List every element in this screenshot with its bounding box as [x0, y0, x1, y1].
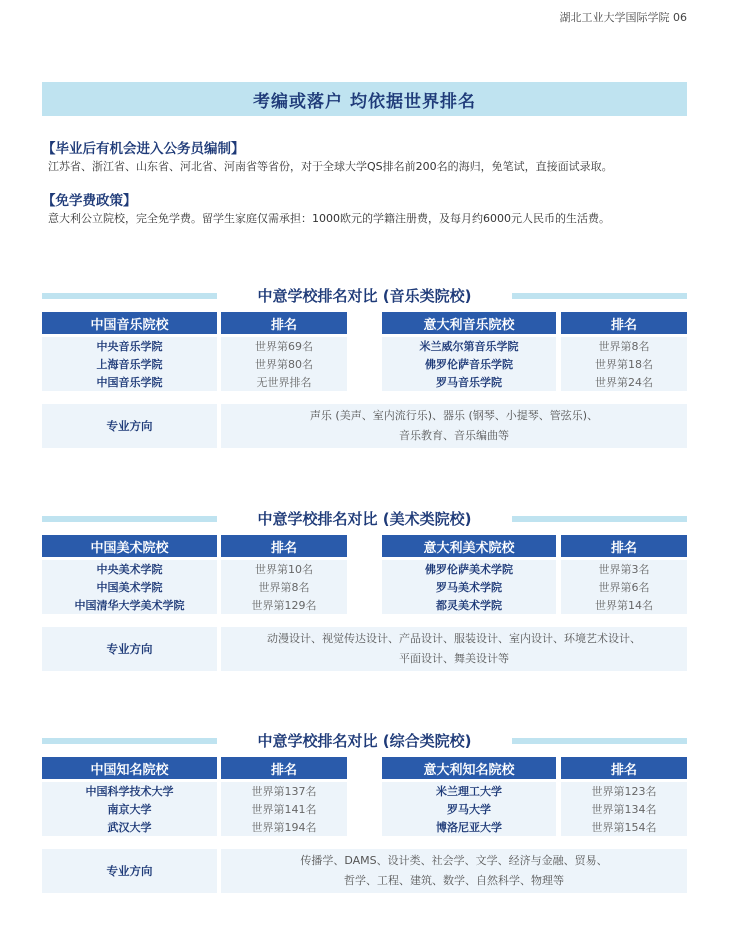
table-body	[42, 337, 687, 391]
direction-line: 声乐 (美声、室内流行乐)、器乐 (钢琴、小提琴、管弦乐)、	[309, 409, 599, 422]
header-it-school: 意大利音乐院校	[382, 312, 556, 334]
table-header	[42, 535, 687, 557]
table-column	[382, 782, 556, 836]
direction-label: 专业方向	[42, 849, 217, 893]
table-column	[382, 560, 556, 614]
it-school-name: 罗马美术学院	[436, 581, 502, 594]
header-cn-school: 中国美术院校	[42, 535, 217, 557]
section-title: 中意学校排名对比 (美术类院校)	[257, 510, 472, 528]
header-it-school: 意大利美术院校	[382, 535, 556, 557]
policy-heading-tuition: 【免学费政策】	[42, 193, 137, 209]
cn-school-rank: 无世界排名	[256, 376, 312, 389]
it-school-name: 佛罗伦萨音乐学院	[425, 358, 513, 371]
table-column	[221, 337, 347, 391]
table-column	[221, 560, 347, 614]
policy-text-civil-service: 江苏省、浙江省、山东省、河北省、河南省等省份，对于全球大学QS排名前200名的海归，免笔试，直接面试录取。	[48, 160, 613, 173]
it-school-name: 米兰理工大学	[436, 785, 502, 798]
it-school-name: 博洛尼亚大学	[436, 821, 502, 834]
header-cn-rank: 排名	[221, 312, 347, 334]
it-school-rank: 世界第123名	[591, 785, 657, 798]
it-school-rank: 世界第24名	[595, 376, 653, 389]
cn-school-name: 中央美术学院	[96, 563, 163, 576]
policy-text-tuition: 意大利公立院校，完全免学费。留学生家庭仅需承担：1000欧元的学籍注册费，及每月约6000元人民币的生活费。	[48, 212, 610, 225]
header-it-rank: 排名	[561, 312, 687, 334]
cn-school-rank: 世界第141名	[251, 803, 317, 816]
policy-heading-civil-service: 【毕业后有机会进入公务员编制】	[42, 141, 245, 157]
cn-school-rank: 世界第10名	[255, 563, 313, 576]
cn-school-name: 武汉大学	[107, 821, 152, 834]
header-cn-school: 中国知名院校	[42, 757, 217, 779]
direction-line: 哲学、工程、建筑、数学、自然科学、物理等	[344, 874, 564, 887]
table-column	[561, 560, 687, 614]
direction-text	[221, 849, 687, 893]
cn-school-rank: 世界第8名	[258, 581, 310, 594]
it-school-name: 米兰威尔第音乐学院	[419, 340, 519, 353]
it-school-rank: 世界第8名	[598, 340, 650, 353]
cn-school-name: 中国清华大学美术学院	[74, 599, 185, 612]
header-cn-rank: 排名	[221, 757, 347, 779]
header-it-school: 意大利知名院校	[382, 757, 556, 779]
table-header	[42, 312, 687, 334]
cn-school-name: 南京大学	[107, 803, 152, 816]
it-school-name: 罗马大学	[447, 803, 491, 816]
direction-row	[42, 627, 687, 671]
cn-school-rank: 世界第129名	[251, 599, 317, 612]
direction-line: 音乐教育、音乐编曲等	[399, 429, 509, 442]
cn-school-name: 中国音乐学院	[96, 376, 163, 389]
section-music	[42, 285, 687, 448]
page-header: 湖北工业大学国际学院 06	[559, 11, 687, 24]
it-school-rank: 世界第134名	[591, 803, 657, 816]
it-school-name: 都灵美术学院	[436, 599, 502, 612]
header-it-rank: 排名	[561, 535, 687, 557]
it-school-name: 罗马音乐学院	[436, 376, 502, 389]
cn-school-name: 上海音乐学院	[96, 358, 163, 371]
section-title: 中意学校排名对比 (音乐类院校)	[257, 287, 472, 305]
direction-label: 专业方向	[42, 627, 217, 671]
direction-text	[221, 627, 687, 671]
header-cn-rank: 排名	[221, 535, 347, 557]
cn-school-rank: 世界第80名	[255, 358, 313, 371]
direction-line: 动漫设计、视觉传达设计、产品设计、服装设计、室内设计、环境艺术设计、	[267, 632, 641, 645]
it-school-rank: 世界第154名	[591, 821, 657, 834]
cn-school-rank: 世界第137名	[251, 785, 317, 798]
table-column	[42, 782, 217, 836]
table-column	[382, 337, 556, 391]
section-general	[42, 730, 687, 893]
cn-school-name: 中央音乐学院	[96, 340, 163, 353]
table-column	[42, 560, 217, 614]
section-title-row	[42, 730, 687, 752]
section-art	[42, 508, 687, 671]
direction-text	[221, 404, 687, 448]
direction-line: 传播学、DAMS、设计类、社会学、文学、经济与金融、贸易、	[300, 854, 608, 867]
header-cn-school: 中国音乐院校	[42, 312, 217, 334]
cn-school-name: 中国美术学院	[96, 581, 163, 594]
section-title-row	[42, 508, 687, 530]
section-title-row	[42, 285, 687, 307]
table-column	[561, 337, 687, 391]
table-column	[561, 782, 687, 836]
cn-school-rank: 世界第194名	[251, 821, 317, 834]
header-it-rank: 排名	[561, 757, 687, 779]
direction-label: 专业方向	[42, 404, 217, 448]
direction-row	[42, 404, 687, 448]
table-column	[42, 337, 217, 391]
table-body	[42, 782, 687, 836]
direction-line: 平面设计、舞美设计等	[399, 652, 509, 665]
it-school-rank: 世界第18名	[595, 358, 653, 371]
table-header	[42, 757, 687, 779]
cn-school-name: 中国科学技术大学	[85, 785, 174, 798]
table-body	[42, 560, 687, 614]
banner-title: 考编或落户 均依据世界排名	[42, 82, 687, 116]
it-school-rank: 世界第6名	[598, 581, 650, 594]
section-title: 中意学校排名对比 (综合类院校)	[257, 732, 472, 750]
it-school-rank: 世界第14名	[595, 599, 653, 612]
cn-school-rank: 世界第69名	[255, 340, 313, 353]
it-school-rank: 世界第3名	[598, 563, 650, 576]
table-column	[221, 782, 347, 836]
it-school-name: 佛罗伦萨美术学院	[425, 563, 513, 576]
direction-row	[42, 849, 687, 893]
